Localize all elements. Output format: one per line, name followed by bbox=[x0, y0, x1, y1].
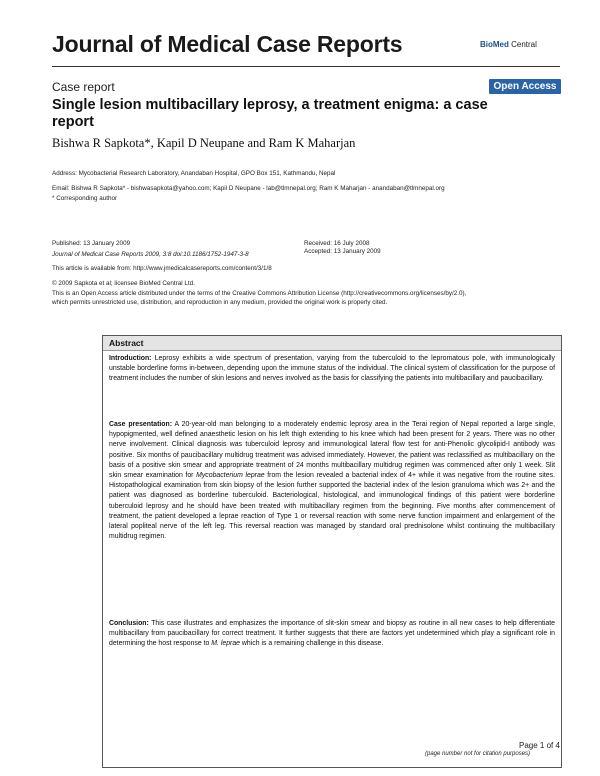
citation: Journal of Medical Case Reports 2009, 3:8 doi:10.1186/1752-1947-3-8 bbox=[52, 251, 249, 258]
article-type: Case report bbox=[52, 80, 115, 94]
logo-part2: Central bbox=[508, 40, 537, 49]
conclusion-italic: M. leprae bbox=[211, 640, 241, 648]
journal-title: Journal of Medical Case Reports bbox=[52, 31, 403, 57]
email-line: Email: Bishwa R Sapkota* - bishwasapkota@yahoo.com; Kapil D Neupane - lab@tlmnepal.org; Ram K Maharjan - anandaban@tlmnepal.org bbox=[52, 185, 445, 192]
abstract-conclusion bbox=[109, 619, 555, 650]
abstract-box bbox=[102, 335, 562, 768]
case-italic: Mycobacterium leprae bbox=[196, 472, 265, 480]
abstract-heading: Abstract bbox=[109, 338, 144, 348]
intro-label: Introduction: bbox=[109, 355, 152, 362]
page-number-note: (page number not for citation purposes) bbox=[425, 751, 531, 757]
intro-text: Leprosy exhibits a wide spectrum of presentation, varying from the tuberculoid to the lepromatous pole, with immunologically unstable borderline forms in-between, depending upon the immune status of the individual. The clinical system of classification for the purpose of treatment includes the number of skin lesions and nerves involved as the basis for classifying the patients into multibacillary and paucibacillary. bbox=[109, 355, 555, 383]
header-divider bbox=[52, 66, 560, 67]
case-text-2: from the lesion revealed a bacterial index of 4+ while it was negative from the routine sites. Histopathological examination from skin biopsy of the lesion further supported the bacterial index of the lesion granuloma which was 2+ and the patient was diagnosed as borderline tuberculoid. Bacteriological, histological, and immunological findings of this patient were borderline tuberculoid leprosy and he should have been treated with multibacillary regimen from the beginning. Five months after commencement of treatment, the patient developed a leprae reaction of Type 1 or reversal reaction with some nerve function impairment and enlargement of the lateral popliteal nerve of the left leg. This reversal reaction was managed by standard oral prednisolone whilst continuing the multibacillary multidrug regimen. bbox=[109, 472, 555, 541]
conclusion-text-2: which is a remaining challenge in this disease. bbox=[240, 640, 384, 648]
abstract-header bbox=[103, 336, 561, 351]
article-title: Single lesion multibacillary leprosy, a treatment enigma: a case report bbox=[52, 97, 488, 130]
abstract-case-presentation bbox=[109, 420, 555, 542]
corresponding-author: * Corresponding author bbox=[52, 195, 118, 202]
license-line-2: which permits unrestricted use, distribution, and reproduction in any medium, provided the original work is properly cited. bbox=[52, 299, 388, 306]
case-text-1: A 20-year-old man belonging to a moderately endemic leprosy area in the Terai region of Nepal reported a large single, hypopigmented, well defined anaesthetic lesion on his left thigh extending to his knee which had been present for 2 years. There was no other nerve involvement. Clinical diagnosis was tuberculoid leprosy and immunological lateral flow test for anti-Phenolic glycolipid-I antibody was positive. Six months of paucibacillary multidrug treatment was advised immediately. However, the patient was reclassified as multibacillary on the basis of a positive skin smear and appropriate treatment of 24 months multibacillary multidrug regimen was commenced after only 1 week. Slit skin smear examination for bbox=[109, 421, 555, 480]
publisher-logo bbox=[480, 40, 537, 49]
page-number: Page 1 of 4 bbox=[519, 741, 560, 750]
logo-part1: BioMed bbox=[480, 40, 509, 49]
license-line-1: This is an Open Access article distributed under the terms of the Creative Commons Attribution License (http://creativecommons.org/licenses/by/2.0), bbox=[52, 290, 467, 297]
address: Address: Mycobacterial Research Laboratory, Anandaban Hospital, GPO Box 151, Kathmandu, Nepal bbox=[52, 170, 336, 177]
copyright: © 2009 Sapkota et al; licensee BioMed Central Ltd. bbox=[52, 280, 195, 287]
abstract-introduction bbox=[109, 354, 555, 385]
authors: Bishwa R Sapkota*, Kapil D Neupane and Ram K Maharjan bbox=[52, 136, 356, 150]
received-date: Received: 16 July 2008 bbox=[304, 240, 370, 247]
open-access-badge: Open Access bbox=[489, 79, 561, 94]
case-label: Case presentation: bbox=[109, 421, 173, 428]
conclusion-text-1: This case illustrates and emphasizes the importance of slit-skin smear and biopsy as routine in all new cases to help differentiate multibacillary from paucibacillary for correct treatment. It further suggests that there are factors yet undetermined which play a significant role in determining the host response to bbox=[109, 620, 555, 648]
accepted-date: Accepted: 13 January 2009 bbox=[304, 248, 381, 255]
article-url[interactable]: This article is available from: http://www.jmedicalcasereports.com/content/3/1/8 bbox=[52, 265, 272, 272]
conclusion-label: Conclusion: bbox=[109, 620, 149, 627]
published-date: Published: 13 January 2009 bbox=[52, 240, 131, 247]
